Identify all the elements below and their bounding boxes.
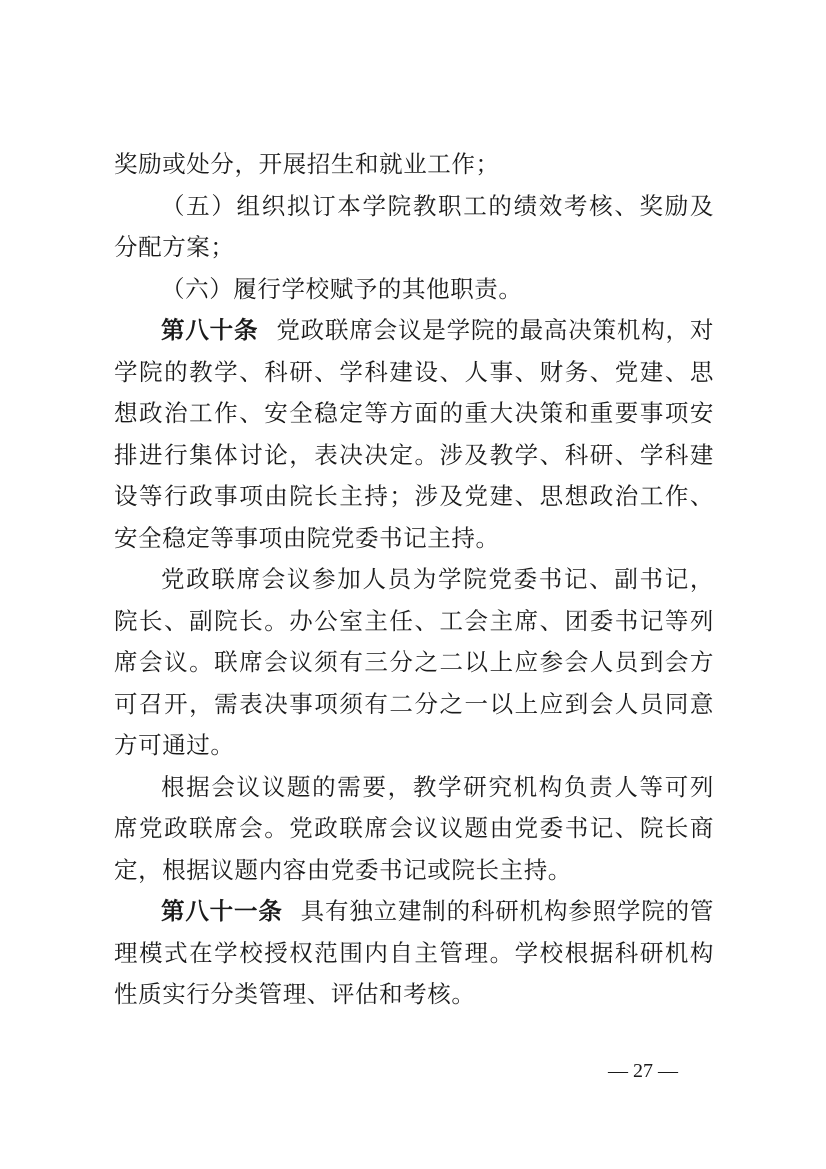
paragraph xyxy=(114,269,714,311)
paragraph-text: 奖励或处分，开展招生和就业工作； xyxy=(114,150,500,178)
article-label: 第八十一条 xyxy=(161,897,283,925)
article-paragraph xyxy=(114,891,714,1016)
paragraph xyxy=(114,559,714,767)
paragraph xyxy=(114,144,714,186)
page-number: — 27 — xyxy=(608,1060,678,1082)
paragraph-text: （六）履行学校赋予的其他职责。 xyxy=(161,274,523,303)
paragraph-text: 党政联席会议参加人员为学院党委书记、副书记，院长、副院长。办公室主任、工会主席、团委书记等列席会议。联席会议须有三分之二以上应参会人员到会方可召开，需表决事项须有二分之一以上应到会人员同意方可通过。 xyxy=(114,565,714,759)
article-paragraph xyxy=(114,310,714,559)
article-label: 第八十条 xyxy=(161,316,259,344)
paragraph-text: （五）组织拟订本学院教职工的绩效考核、奖励及分配方案； xyxy=(114,191,714,261)
paragraph-text: 根据会议议题的需要，教学研究机构负责人等可列席党政联席会。党政联席会议议题由党委书记、院长商定，根据议题内容由党委书记或院长主持。 xyxy=(114,772,714,884)
paragraph-text: 具有独立建制的科研机构参照学院的管理模式在学校授权范围内自主管理。学校根据科研机构性质实行分类管理、评估和考核。 xyxy=(114,897,715,1008)
paragraph xyxy=(114,767,714,892)
paragraph-text: 党政联席会议是学院的最高决策机构，对学院的教学、科研、学科建设、人事、财务、党建、思想政治工作、安全稳定等方面的重大决策和重要事项安排进行集体讨论，表决决定。涉及教学、科研、学科建设等行政事项由院长主持；涉及党建、思想政治工作、安全稳定等事项由院党委书记主持。 xyxy=(114,316,714,552)
paragraph xyxy=(114,186,714,269)
document-body xyxy=(114,144,714,1016)
